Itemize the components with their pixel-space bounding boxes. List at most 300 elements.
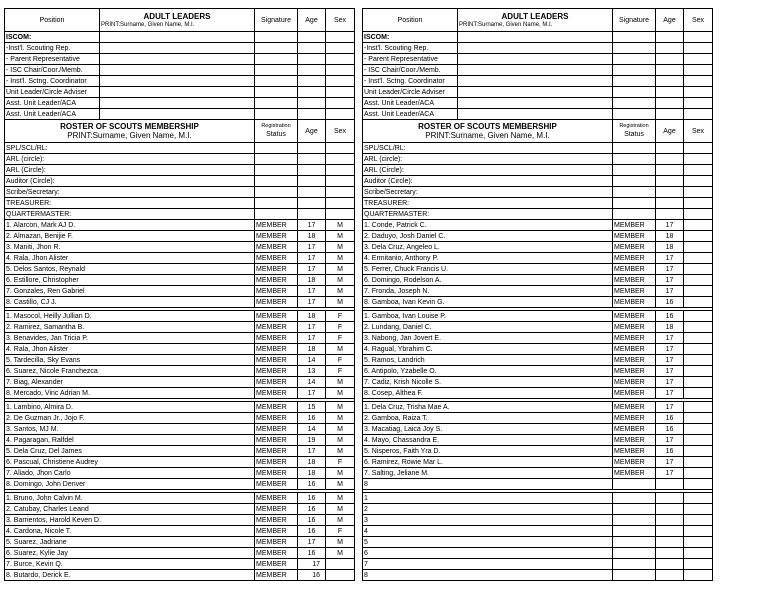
blank-cell[interactable]: [613, 176, 656, 187]
member-age: 17: [298, 322, 326, 333]
member-status: MEMBER: [255, 297, 298, 308]
blank-cell[interactable]: [656, 76, 684, 87]
blank-cell[interactable]: [656, 187, 684, 198]
blank-cell[interactable]: [656, 198, 684, 209]
blank-cell[interactable]: [255, 209, 298, 220]
member-sex: [684, 264, 713, 275]
blank-cell[interactable]: [255, 176, 298, 187]
signature-header: Signature: [255, 9, 298, 32]
member-row: [5, 333, 355, 344]
member-age: 17: [298, 286, 326, 297]
leader-row: [363, 98, 713, 109]
leader-position: Asst. Unit Leader/ACA: [5, 98, 100, 109]
member-age: 17: [656, 457, 684, 468]
blank-cell[interactable]: [656, 32, 684, 43]
member-status: MEMBER: [255, 366, 298, 377]
blank-cell[interactable]: [684, 143, 713, 154]
member-row: [363, 424, 713, 435]
member-age: 17: [656, 377, 684, 388]
member-status: MEMBER: [613, 446, 656, 457]
member-row: [363, 526, 713, 537]
member-status: MEMBER: [255, 286, 298, 297]
member-sex: M: [326, 344, 355, 355]
sex-header: Sex: [684, 9, 713, 32]
leader-row: [5, 109, 355, 120]
blank-cell[interactable]: [458, 54, 613, 65]
roster-title: ROSTER OF SCOUTS MEMBERSHIP: [418, 122, 557, 131]
blank-cell[interactable]: [458, 87, 613, 98]
blank-cell[interactable]: [613, 65, 656, 76]
member-row: [363, 548, 713, 559]
blank-cell[interactable]: [298, 154, 326, 165]
blank-cell[interactable]: [458, 98, 613, 109]
member-row: [5, 402, 355, 413]
blank-cell[interactable]: [100, 54, 255, 65]
member-status: MEMBER: [255, 275, 298, 286]
leader-position: - ISC Chair/Coor./Memb.: [5, 65, 100, 76]
blank-cell[interactable]: [613, 143, 656, 154]
blank-cell[interactable]: [255, 109, 298, 120]
member-name: 3. Nabong, Jan Jovert E.: [363, 333, 613, 344]
blank-cell[interactable]: [326, 154, 355, 165]
blank-cell[interactable]: [100, 76, 255, 87]
member-age: 16: [656, 424, 684, 435]
blank-cell[interactable]: [613, 76, 656, 87]
member-status: MEMBER: [613, 322, 656, 333]
blank-cell[interactable]: [326, 109, 355, 120]
leader-position: Unit Leader/Circle Adviser: [363, 87, 458, 98]
member-sex: [684, 413, 713, 424]
blank-cell[interactable]: [326, 87, 355, 98]
member-row: [5, 515, 355, 526]
member-name: 5. Ramos, Landrich: [363, 355, 613, 366]
blank-cell[interactable]: [255, 76, 298, 87]
member-status: MEMBER: [255, 402, 298, 413]
blank-cell[interactable]: [255, 98, 298, 109]
leader-row: [5, 87, 355, 98]
member-row: [363, 388, 713, 399]
blank-cell[interactable]: [613, 32, 656, 43]
member-sex: M: [326, 264, 355, 275]
member-age: [656, 504, 684, 515]
member-sex: M: [326, 377, 355, 388]
blank-cell[interactable]: [326, 98, 355, 109]
member-sex: [684, 446, 713, 457]
member-age: 17: [656, 435, 684, 446]
blank-cell[interactable]: [656, 98, 684, 109]
leader-position: - Parent Representative: [363, 54, 458, 65]
member-row: [5, 468, 355, 479]
blank-cell[interactable]: [684, 198, 713, 209]
leader-row: [5, 54, 355, 65]
blank-cell[interactable]: [100, 109, 255, 120]
blank-cell[interactable]: [298, 165, 326, 176]
blank-cell[interactable]: [298, 98, 326, 109]
blank-cell[interactable]: [684, 187, 713, 198]
member-row: [5, 479, 355, 490]
member-row: [5, 388, 355, 399]
blank-cell[interactable]: [298, 109, 326, 120]
member-row: [5, 311, 355, 322]
member-sex: [684, 570, 713, 581]
blank-cell[interactable]: [656, 165, 684, 176]
member-status: [613, 479, 656, 490]
leader-position: Asst. Unit Leader/ACA: [363, 98, 458, 109]
member-row: [363, 220, 713, 231]
member-name: 5. Delos Santos, Reynald: [5, 264, 255, 275]
blank-cell[interactable]: [255, 43, 298, 54]
blank-cell[interactable]: [684, 87, 713, 98]
member-status: MEMBER: [613, 297, 656, 308]
member-status: MEMBER: [255, 311, 298, 322]
blank-cell[interactable]: [684, 76, 713, 87]
blank-cell[interactable]: [255, 143, 298, 154]
iscom-row: [363, 32, 713, 43]
roster-header-row: [363, 120, 713, 143]
blank-cell[interactable]: [613, 109, 656, 120]
blank-cell[interactable]: [684, 209, 713, 220]
member-row: [5, 446, 355, 457]
member-sex: M: [326, 435, 355, 446]
blank-cell[interactable]: [656, 54, 684, 65]
member-status: MEMBER: [255, 333, 298, 344]
member-sex: [684, 537, 713, 548]
member-name: 4. Rala, Jhon Alister: [5, 253, 255, 264]
blank-cell[interactable]: [326, 43, 355, 54]
blank-cell[interactable]: [684, 176, 713, 187]
member-name: 6. Suarez, Kylie Jay: [5, 548, 255, 559]
member-age: 17: [656, 402, 684, 413]
blank-cell[interactable]: [684, 65, 713, 76]
member-row: [5, 220, 355, 231]
member-status: MEMBER: [255, 537, 298, 548]
member-sex: [684, 253, 713, 264]
blank-cell[interactable]: [326, 165, 355, 176]
member-age: 18: [298, 231, 326, 242]
blank-cell[interactable]: [326, 187, 355, 198]
member-name: 1. Alarcon, Mark AJ D.: [5, 220, 255, 231]
member-status: MEMBER: [255, 344, 298, 355]
blank-cell[interactable]: [458, 43, 613, 54]
officer-row: [5, 198, 355, 209]
member-age: 18: [298, 468, 326, 479]
member-row: [363, 377, 713, 388]
blank-cell[interactable]: [255, 54, 298, 65]
member-row: [5, 559, 355, 570]
member-age: 17: [298, 297, 326, 308]
member-name: 7: [363, 559, 613, 570]
member-row: [363, 355, 713, 366]
member-row: [5, 264, 355, 275]
member-sex: F: [326, 457, 355, 468]
member-status: MEMBER: [255, 253, 298, 264]
member-age: 16: [298, 515, 326, 526]
blank-cell[interactable]: [656, 143, 684, 154]
member-sex: [684, 242, 713, 253]
member-status: [613, 515, 656, 526]
member-age: 17: [656, 286, 684, 297]
member-name: 3: [363, 515, 613, 526]
member-age: 15: [298, 402, 326, 413]
member-age: 18: [298, 457, 326, 468]
member-status: [613, 548, 656, 559]
member-status: MEMBER: [255, 515, 298, 526]
blank-cell[interactable]: [613, 54, 656, 65]
blank-cell[interactable]: [100, 32, 255, 43]
blank-cell[interactable]: [100, 65, 255, 76]
member-row: [363, 479, 713, 490]
blank-cell[interactable]: [326, 76, 355, 87]
member-name: 7. Salting, Jeliane M.: [363, 468, 613, 479]
officer-position: SPL/SCL/RL:: [5, 143, 255, 154]
member-status: MEMBER: [255, 548, 298, 559]
roster-title: ROSTER OF SCOUTS MEMBERSHIP: [60, 122, 199, 131]
member-status: MEMBER: [613, 311, 656, 322]
officer-position: Scribe/Secretary:: [5, 187, 255, 198]
member-row: [363, 559, 713, 570]
blank-cell[interactable]: [255, 32, 298, 43]
officer-row: [5, 143, 355, 154]
blank-cell[interactable]: [298, 176, 326, 187]
blank-cell[interactable]: [684, 98, 713, 109]
member-name: 7. Gonzales, Ren Gabriel: [5, 286, 255, 297]
blank-cell[interactable]: [298, 209, 326, 220]
member-name: 4. Ermitanio, Anthony P.: [363, 253, 613, 264]
blank-cell[interactable]: [458, 109, 613, 120]
blank-cell[interactable]: [656, 87, 684, 98]
member-status: MEMBER: [255, 504, 298, 515]
member-status: MEMBER: [255, 424, 298, 435]
roster-header-row: [5, 120, 355, 143]
member-sex: M: [326, 275, 355, 286]
member-age: 18: [656, 322, 684, 333]
member-row: [363, 286, 713, 297]
member-age: 17: [656, 388, 684, 399]
blank-cell[interactable]: [298, 87, 326, 98]
blank-cell[interactable]: [656, 109, 684, 120]
blank-cell[interactable]: [656, 65, 684, 76]
officer-row: [5, 176, 355, 187]
member-sex: [684, 275, 713, 286]
member-row: [363, 333, 713, 344]
member-age: 16: [298, 526, 326, 537]
member-row: [363, 311, 713, 322]
member-status: MEMBER: [613, 264, 656, 275]
print-name-header: PRINT:Surname, Given Name, M.I.: [101, 21, 195, 28]
leader-row: [363, 54, 713, 65]
leader-position: Asst. Unit Leader/ACA: [363, 109, 458, 120]
member-name: 2. Ramirez, Samantha B.: [5, 322, 255, 333]
officer-row: [5, 187, 355, 198]
blank-cell[interactable]: [326, 209, 355, 220]
member-age: 17: [656, 344, 684, 355]
member-age: 14: [298, 377, 326, 388]
blank-cell[interactable]: [326, 65, 355, 76]
blank-cell[interactable]: [298, 43, 326, 54]
blank-cell[interactable]: [326, 198, 355, 209]
blank-cell[interactable]: [613, 165, 656, 176]
officer-position: ARL (Circle):: [363, 165, 613, 176]
member-sex: [326, 559, 355, 570]
blank-cell[interactable]: [613, 209, 656, 220]
member-age: 17: [656, 468, 684, 479]
member-sex: [684, 286, 713, 297]
member-row: [363, 435, 713, 446]
member-status: MEMBER: [255, 446, 298, 457]
blank-cell[interactable]: [656, 176, 684, 187]
blank-cell[interactable]: [255, 87, 298, 98]
blank-cell[interactable]: [656, 43, 684, 54]
member-row: [363, 366, 713, 377]
member-sex: [684, 424, 713, 435]
member-status: MEMBER: [613, 366, 656, 377]
member-age: 16: [298, 504, 326, 515]
member-age: [656, 526, 684, 537]
right-roster-panel: [362, 8, 712, 581]
member-name: 1. Dela Cruz, Trisha Mae A.: [363, 402, 613, 413]
member-sex: [326, 570, 355, 581]
blank-cell[interactable]: [100, 87, 255, 98]
member-age: 16: [298, 493, 326, 504]
member-status: MEMBER: [255, 479, 298, 490]
member-age: 16: [298, 479, 326, 490]
blank-cell[interactable]: [255, 198, 298, 209]
officer-row: [363, 176, 713, 187]
blank-cell[interactable]: [255, 154, 298, 165]
member-sex: M: [326, 515, 355, 526]
officer-row: [363, 198, 713, 209]
roster-sex-header: Sex: [684, 120, 713, 143]
member-sex: M: [326, 220, 355, 231]
member-row: [363, 264, 713, 275]
member-row: [363, 537, 713, 548]
blank-cell[interactable]: [613, 43, 656, 54]
blank-cell[interactable]: [684, 32, 713, 43]
blank-cell[interactable]: [298, 54, 326, 65]
member-age: 18: [656, 231, 684, 242]
member-sex: M: [326, 537, 355, 548]
blank-cell[interactable]: [458, 76, 613, 87]
adult-leaders-title: ADULT LEADERS: [501, 11, 569, 21]
blank-cell[interactable]: [613, 198, 656, 209]
blank-cell[interactable]: [298, 76, 326, 87]
member-status: MEMBER: [613, 388, 656, 399]
member-name: 2. Almazan, Benijie F.: [5, 231, 255, 242]
blank-cell[interactable]: [326, 54, 355, 65]
member-age: 17: [656, 264, 684, 275]
member-status: MEMBER: [613, 377, 656, 388]
member-age: 17: [656, 366, 684, 377]
blank-cell[interactable]: [613, 87, 656, 98]
member-row: [5, 297, 355, 308]
iscom-row: [5, 32, 355, 43]
blank-cell[interactable]: [684, 165, 713, 176]
blank-cell[interactable]: [100, 43, 255, 54]
member-name: 8. Cosep, Althea F.: [363, 388, 613, 399]
registration-label: Registration: [261, 123, 291, 129]
member-row: [363, 402, 713, 413]
blank-cell[interactable]: [298, 143, 326, 154]
member-row: [5, 253, 355, 264]
member-status: [613, 559, 656, 570]
roster-age-header: Age: [298, 120, 326, 143]
blank-cell[interactable]: [298, 198, 326, 209]
blank-cell[interactable]: [100, 98, 255, 109]
blank-cell[interactable]: [458, 32, 613, 43]
officer-position: QUARTERMASTER:: [363, 209, 613, 220]
leader-row: [5, 65, 355, 76]
member-row: [363, 344, 713, 355]
member-age: 18: [298, 311, 326, 322]
member-status: [613, 493, 656, 504]
blank-cell[interactable]: [613, 187, 656, 198]
member-status: MEMBER: [255, 570, 298, 581]
member-name: 8. Castillo, CJ J.: [5, 297, 255, 308]
blank-cell[interactable]: [255, 65, 298, 76]
member-name: 8. Mercado, Vinc Adrian M.: [5, 388, 255, 399]
member-status: MEMBER: [613, 355, 656, 366]
blank-cell[interactable]: [684, 109, 713, 120]
status-label: Status: [266, 131, 286, 138]
blank-cell[interactable]: [656, 209, 684, 220]
member-name: 5. Nisperos, Faith Yra D.: [363, 446, 613, 457]
member-status: MEMBER: [613, 286, 656, 297]
blank-cell[interactable]: [684, 54, 713, 65]
member-sex: M: [326, 297, 355, 308]
member-name: 3. Benavides, Jan Tricia P.: [5, 333, 255, 344]
member-age: [656, 479, 684, 490]
member-sex: [684, 468, 713, 479]
member-status: MEMBER: [255, 413, 298, 424]
blank-cell[interactable]: [255, 187, 298, 198]
member-row: [363, 570, 713, 581]
member-name: 1. Lambino, Almira D.: [5, 402, 255, 413]
member-status: MEMBER: [613, 435, 656, 446]
member-name: 1. Gamboa, Ivan Louise P.: [363, 311, 613, 322]
member-name: 7. Cadiz, Krish Nicolle S.: [363, 377, 613, 388]
member-name: 3. Santos, MJ M.: [5, 424, 255, 435]
member-sex: M: [326, 253, 355, 264]
blank-cell[interactable]: [298, 65, 326, 76]
member-name: 6. Domingo, Rodelson A.: [363, 275, 613, 286]
member-name: 4. Ragual, Ybrahim C.: [363, 344, 613, 355]
member-name: 4. Cardona, Nicole T.: [5, 526, 255, 537]
blank-cell[interactable]: [326, 176, 355, 187]
member-row: [5, 322, 355, 333]
member-status: MEMBER: [255, 264, 298, 275]
member-row: [5, 413, 355, 424]
member-status: [613, 570, 656, 581]
blank-cell[interactable]: [613, 154, 656, 165]
blank-cell[interactable]: [326, 143, 355, 154]
leader-row: [363, 76, 713, 87]
blank-cell[interactable]: [656, 154, 684, 165]
member-status: MEMBER: [255, 377, 298, 388]
blank-cell[interactable]: [613, 98, 656, 109]
member-sex: F: [326, 526, 355, 537]
blank-cell[interactable]: [326, 32, 355, 43]
blank-cell[interactable]: [298, 187, 326, 198]
member-name: 5. Ferrer, Chuck Francis U.: [363, 264, 613, 275]
registration-label: Registration: [619, 123, 649, 129]
blank-cell[interactable]: [458, 65, 613, 76]
blank-cell[interactable]: [255, 165, 298, 176]
blank-cell[interactable]: [684, 154, 713, 165]
blank-cell[interactable]: [684, 43, 713, 54]
member-row: [5, 548, 355, 559]
member-row: [5, 242, 355, 253]
blank-cell[interactable]: [298, 32, 326, 43]
